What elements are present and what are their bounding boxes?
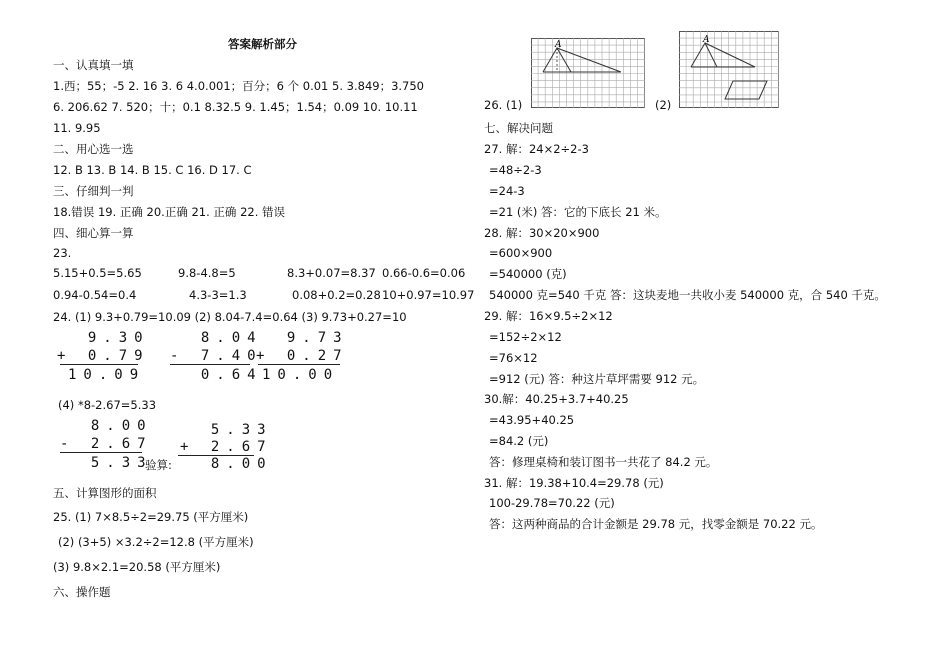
calc-item: 5.15+0.5=5.65 bbox=[53, 266, 142, 280]
question-24: 24. (1) 9.3+0.79=10.09 (2) 8.04-7.4=0.64 (3) 9.73+0.27=10 bbox=[53, 310, 407, 324]
question-24-4: (4) *8-2.67=5.33 bbox=[58, 398, 157, 412]
solution-line: 31. 解：19.38+10.4=29.78 (元) bbox=[484, 476, 664, 490]
vertex-label: A bbox=[555, 40, 562, 50]
vertical-calc-result: 0.64 bbox=[170, 367, 263, 383]
grid-figure-1 bbox=[531, 38, 645, 108]
solution-line: =84.2 (元) bbox=[489, 434, 549, 448]
vertical-calc-line: - 2.67 bbox=[60, 436, 153, 452]
solution-line: =152÷2×12 bbox=[489, 330, 562, 344]
vertical-calc-line: + 0.27 bbox=[256, 348, 349, 364]
section-heading-2: 二、用心选一选 bbox=[53, 142, 134, 156]
answer-line: 12. B 13. B 14. B 15. C 16. D 17. C bbox=[53, 163, 252, 177]
calc-rule bbox=[258, 364, 340, 365]
calc-item: 0.66-0.6=0.06 bbox=[382, 266, 466, 280]
vertical-calc-result: 8.00 bbox=[180, 456, 273, 472]
answer-line: (2) (3+5) ×3.2÷2=12.8 (平方厘米) bbox=[58, 535, 254, 549]
solution-line: =24-3 bbox=[489, 184, 525, 198]
solution-line: =48÷2-3 bbox=[489, 163, 542, 177]
check-label: 验算: bbox=[145, 458, 172, 472]
solution-line: 答：这两种商品的合计金额是 29.78 元，找零金额是 70.22 元。 bbox=[489, 517, 823, 531]
calc-item: 0.94-0.54=0.4 bbox=[53, 288, 137, 302]
section-heading-1: 一、认真填一填 bbox=[53, 58, 134, 72]
calc-item: 0.08+0.2=0.28 bbox=[292, 288, 381, 302]
vertical-calc-line: - 7.40 bbox=[170, 348, 263, 364]
section-heading-5: 五、计算图形的面积 bbox=[53, 486, 157, 500]
answer-line: (3) 9.8×2.1=20.58 (平方厘米) bbox=[53, 560, 221, 574]
solution-line: =76×12 bbox=[489, 351, 538, 365]
vertical-calc-line: 8.00 bbox=[60, 418, 153, 434]
calc-rule bbox=[60, 452, 142, 453]
solution-line: 30.解：40.25+3.7+40.25 bbox=[484, 392, 629, 406]
vertex-label: A bbox=[703, 35, 710, 45]
calc-item: 10+0.97=10.97 bbox=[382, 288, 475, 302]
solution-line: =600×900 bbox=[489, 246, 553, 260]
calc-rule bbox=[170, 364, 250, 365]
question-26: 26. (1) bbox=[484, 98, 523, 112]
solution-line: 28. 解：30×20×900 bbox=[484, 226, 600, 240]
solution-line: 540000 克=540 千克 答：这块麦地一共收小麦 540000 克，合 540 千克。 bbox=[489, 288, 886, 302]
answer-line: 25. (1) 7×8.5÷2=29.75 (平方厘米) bbox=[53, 510, 249, 524]
vertical-calc-line: 8.04 bbox=[170, 330, 263, 346]
section-heading-3: 三、仔细判一判 bbox=[53, 184, 134, 198]
vertical-calc-result: 10.00 bbox=[262, 367, 340, 383]
calc-item: 8.3+0.07=8.37 bbox=[287, 266, 376, 280]
vertical-calc-line: + 0.79 bbox=[57, 348, 150, 364]
grid-figure-2 bbox=[679, 31, 779, 108]
solution-line: =912 (元) 答：种这片草坪需要 912 元。 bbox=[489, 372, 705, 386]
question-number: 23. bbox=[53, 246, 72, 260]
vertical-calc-line: 9.73 bbox=[256, 330, 349, 346]
vertical-calc-line: 5.33 bbox=[180, 422, 273, 438]
answer-line: 1.西；55；-5 2. 16 3. 6 4.0.001；百分；6 个 0.01 5. 3.849；3.750 bbox=[53, 79, 424, 93]
answer-line: 11. 9.95 bbox=[53, 121, 101, 135]
solution-line: 29. 解：16×9.5÷2×12 bbox=[484, 309, 613, 323]
section-heading-6: 六、操作题 bbox=[53, 585, 111, 599]
vertical-calc-result: 5.33 bbox=[60, 455, 153, 471]
calc-rule bbox=[60, 364, 138, 365]
page-title: 答案解析部分 bbox=[228, 37, 297, 51]
solution-line: =21 (米) 答：它的下底长 21 米。 bbox=[489, 205, 667, 219]
vertical-calc-line: 9.30 bbox=[57, 330, 150, 346]
vertical-calc-result: 10.09 bbox=[68, 367, 146, 383]
calc-item: 9.8-4.8=5 bbox=[178, 266, 236, 280]
answer-line: 6. 206.62 7. 520；十；0.1 8.32.5 9. 1.45；1.54；0.09 10. 10.11 bbox=[53, 100, 418, 114]
calc-item: 4.3-3=1.3 bbox=[189, 288, 247, 302]
section-heading-4: 四、细心算一算 bbox=[53, 226, 134, 240]
solution-line: =540000 (克) bbox=[489, 267, 567, 281]
answer-line: 18.错误 19. 正确 20.正确 21. 正确 22. 错误 bbox=[53, 205, 286, 219]
solution-line: 答：修理桌椅和装订图书一共花了 84.2 元。 bbox=[489, 455, 718, 469]
solution-line: 100-29.78=70.22 (元) bbox=[489, 496, 615, 510]
question-26-2: (2) bbox=[655, 98, 672, 112]
solution-line: =43.95+40.25 bbox=[489, 413, 575, 427]
section-heading-7: 七、解决问题 bbox=[484, 121, 553, 135]
vertical-calc-line: + 2.67 bbox=[180, 439, 273, 455]
solution-line: 27. 解：24×2÷2-3 bbox=[484, 142, 589, 156]
